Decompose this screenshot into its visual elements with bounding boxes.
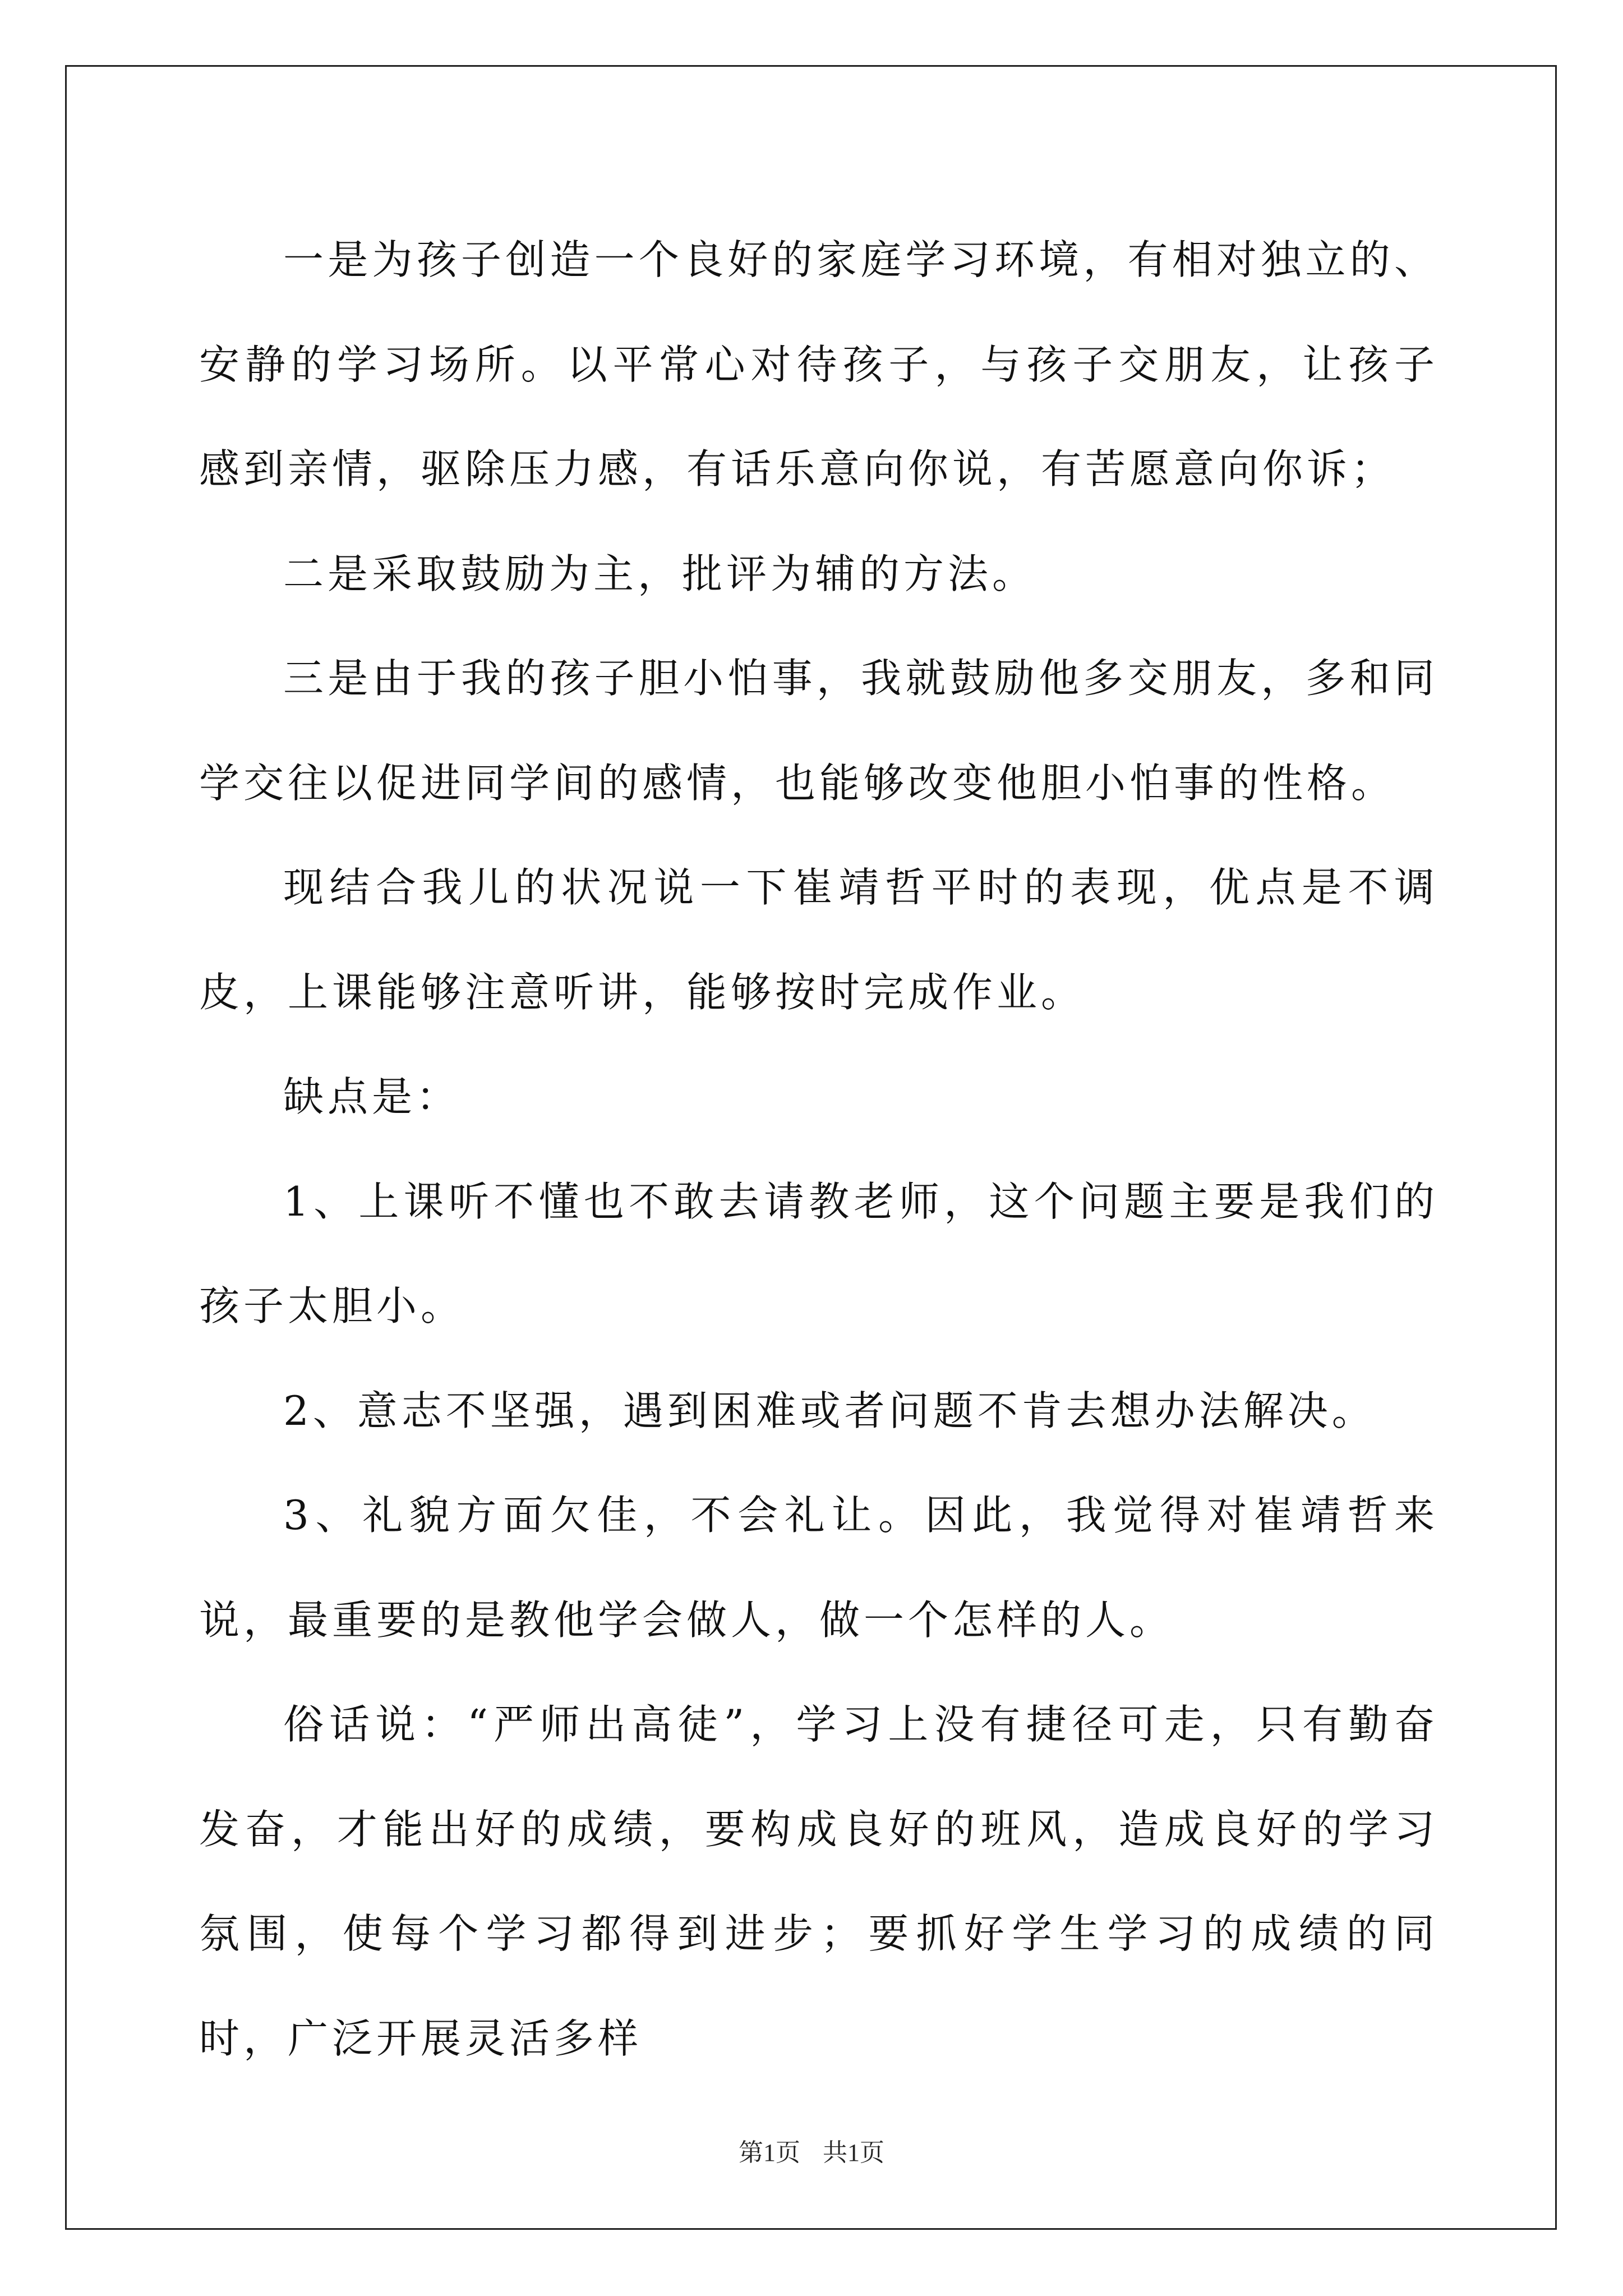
paragraph-encouragement: 二是采取鼓励为主，批评为辅的方法。 [283, 550, 1037, 597]
paragraph-strengths: 现结合我儿的状况说一下崔靖哲平时的表现，优点是不调皮，上课能够注意听讲，能够按时完成作业。 [199, 864, 1438, 1016]
paragraph-weakness-3: 3、礼貌方面欠佳，不会礼让。因此，我觉得对崔靖哲来说，最重要的是教他学会做人，做一个怎样的人。 [199, 1492, 1438, 1644]
paragraph-weakness-2: 2、意志不坚强，遇到困难或者问题不肯去想办法解决。 [283, 1387, 1376, 1434]
page-total: 共1页 [823, 2139, 884, 2166]
page-number: 第1页 [739, 2139, 800, 2166]
paragraph-shyness: 三是由于我的孩子胆小怕事，我就鼓励他多交朋友，多和同学交往以促进同学间的感情，也能够改变他胆小怕事的性格。 [199, 655, 1438, 807]
paragraph-weaknesses-heading: 缺点是： [283, 1073, 461, 1120]
document-body [199, 208, 1438, 2091]
paragraph-proverb: 俗话说：“严师出高徒”，学习上没有捷径可走，只有勤奋发奋，才能出好的成绩，要构成良好的班风，造成良好的学习氛围，使每个学习都得到进步；要抓好学生学习的成绩的同时，广泛开展灵活多样 [199, 1701, 1438, 2062]
paragraph-weakness-1: 1、上课听不懂也不敢去请教老师，这个问题主要是我们的孩子太胆小。 [199, 1177, 1438, 1329]
page-footer [0, 2136, 1623, 2170]
paragraph-family-environment: 一是为孩子创造一个良好的家庭学习环境，有相对独立的、安静的学习场所。以平常心对待孩子，与孩子交朋友，让孩子感到亲情，驱除压力感，有话乐意向你说，有苦愿意向你诉； [199, 236, 1438, 493]
